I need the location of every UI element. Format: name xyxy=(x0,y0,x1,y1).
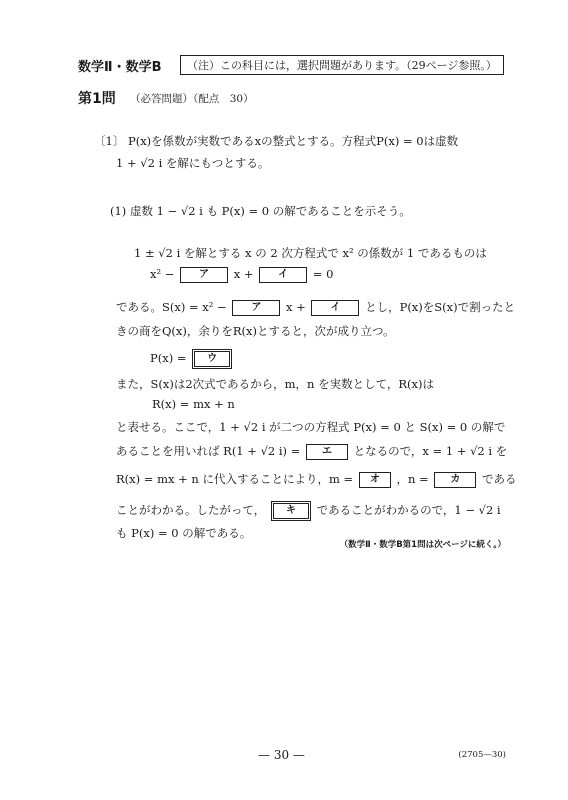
answer-box-ki-frame xyxy=(271,501,311,521)
text-part: である。S(x) = x² − xyxy=(116,300,227,314)
continued-note: （数学Ⅱ・数学B第1問は次ページに続く。） xyxy=(339,540,506,550)
answer-box-e[interactable]: エ xyxy=(306,444,348,460)
reasoning-line-4 xyxy=(116,501,501,521)
text-part: ことがわかる。したがって， xyxy=(116,503,266,517)
answer-box-ka[interactable]: カ xyxy=(434,472,476,488)
page-code: (2705—30) xyxy=(458,750,506,760)
answer-box-u[interactable]: ウ xyxy=(194,351,230,367)
answer-box-a-repeat[interactable]: ア xyxy=(232,300,280,316)
quadratic-intro: 1 ± √2 i を解とする x の 2 次方程式で x² の係数が 1 であるものは xyxy=(134,246,487,260)
question-meta: （必答問題）（配点 30） xyxy=(130,93,254,105)
text-part: あることを用いれば R(1 + √2 i) = xyxy=(116,444,301,458)
problem-line-1: 〔1〕 P(x)を係数が実数であるxの整式とする。方程式P(x) = 0は虚数 xyxy=(94,134,459,148)
conclusion-line: も P(x) = 0 の解である。 xyxy=(116,526,252,540)
text-part: であることがわかるので，1 − √2 i xyxy=(316,503,501,517)
text-part: とし，P(x)をS(x)で割ったと xyxy=(365,300,516,314)
reasoning-line-1: と表せる。ここで，1 + √2 i が二つの方程式 P(x) = 0 と S(x) = 0 の解で xyxy=(116,420,506,434)
text-part: P(x) = xyxy=(150,351,187,365)
quadratic-equation xyxy=(150,267,333,283)
text-part: x + xyxy=(285,300,306,314)
answer-box-u-frame xyxy=(192,349,232,369)
s-definition-line xyxy=(116,299,515,316)
answer-box-ki[interactable]: キ xyxy=(273,503,309,519)
subject-title: 数学Ⅱ・数学B xyxy=(78,60,162,75)
reasoning-line-2 xyxy=(116,443,507,460)
p-equation xyxy=(150,349,234,369)
text-part: R(x) = mx + n に代入することにより，m = xyxy=(116,472,354,486)
selection-notice: （注）この科目には，選択問題があります。（29ページ参照。） xyxy=(180,55,504,75)
quotient-remainder-line: きの商をQ(x)，余りをR(x)とすると，次が成り立つ。 xyxy=(116,324,395,338)
text-part: ，n = xyxy=(396,472,429,486)
text-part: となるので，x = 1 + √2 i を xyxy=(353,444,508,458)
question-number: 第1問 xyxy=(78,91,116,107)
problem-line-2: 1 + √2 i を解にもつとする。 xyxy=(116,156,270,170)
page-number: — 30 — xyxy=(258,748,305,762)
subproblem-1-heading: (1) 虚数 1 − √2 i も P(x) = 0 の解であることを示そう。 xyxy=(110,204,411,218)
reasoning-line-3 xyxy=(116,471,517,488)
remainder-intro: また，S(x)は2次式であるから，m，n を実数として，R(x)は xyxy=(116,377,435,391)
remainder-form: R(x) = mx + n xyxy=(152,397,235,411)
text-part: である xyxy=(482,472,517,486)
answer-box-i-repeat[interactable]: イ xyxy=(311,300,359,316)
answer-box-o[interactable]: オ xyxy=(359,472,391,488)
answer-box-a[interactable]: ア xyxy=(180,267,228,283)
eq-part: x + xyxy=(233,267,254,281)
eq-part: = 0 xyxy=(312,267,334,281)
eq-part: x² − xyxy=(150,267,175,281)
answer-box-i[interactable]: イ xyxy=(259,267,307,283)
